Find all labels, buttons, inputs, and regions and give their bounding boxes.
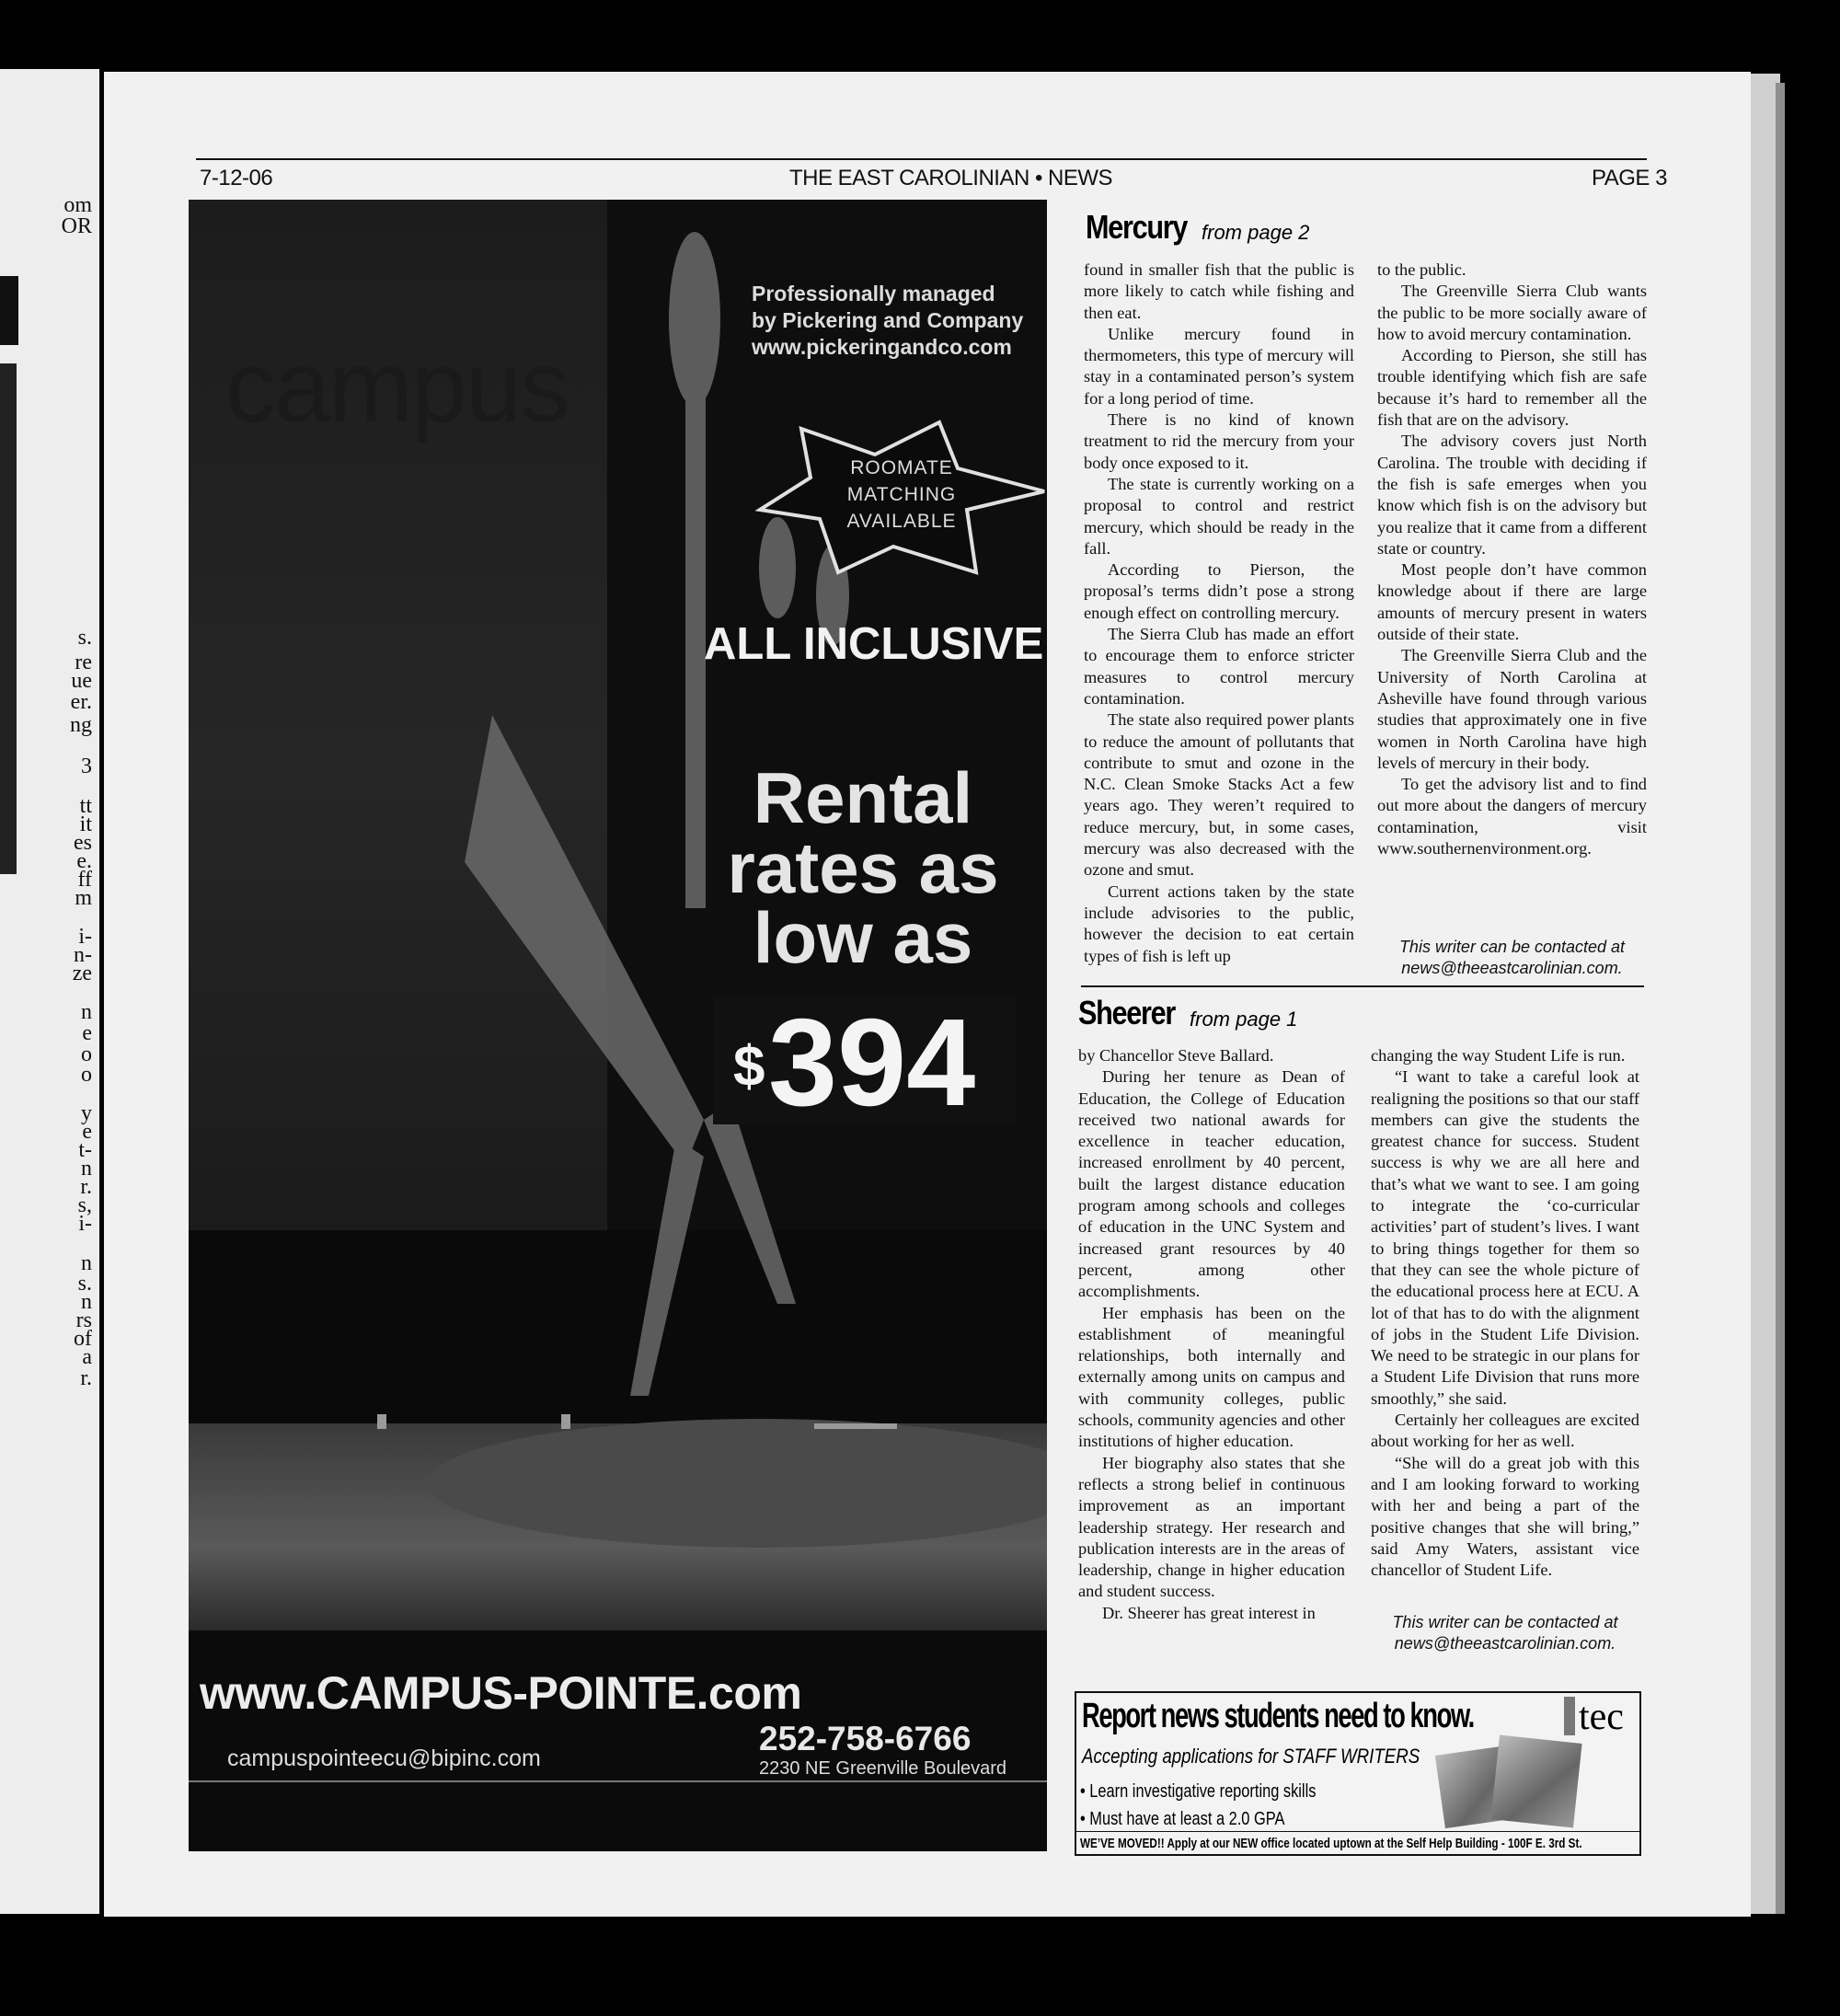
rental-price: 394 xyxy=(768,993,976,1132)
rental-line-3: low as xyxy=(753,897,973,978)
adjacent-page-text-fragment: es xyxy=(74,831,92,855)
management-line-3: www.pickeringandco.com xyxy=(752,335,1012,359)
paragraph: Her emphasis has been on the establishment of meaningful relationships, both internally and externally among units on campus and with community colleges, public schools, community agencies and other institutions of higher education. xyxy=(1078,1303,1345,1451)
roommate-line-2: MATCHING xyxy=(846,484,957,505)
paragraph: The state is currently working on a proposal to control and restrict mercury, which should be ready in the fall. xyxy=(1084,474,1354,558)
rental-line-2: rates as xyxy=(727,827,999,908)
paragraph: by Chancellor Steve Ballard. xyxy=(1078,1046,1274,1065)
adjacent-page-text-fragment: e xyxy=(82,1120,92,1144)
paragraph: Certainly her colleagues are excited about working for her as well. xyxy=(1371,1411,1639,1451)
adjacent-page-text-fragment: n xyxy=(81,1290,92,1314)
campus-pointe-advertisement xyxy=(189,200,1047,1851)
paragraph: According to Pierson, she still has trouble identifying which fish are safe because it’s hard to remember all the fish that are on the advisory. xyxy=(1377,346,1647,430)
paper-section-title: THE EAST CAROLINIAN • NEWS xyxy=(789,166,1113,190)
adjacent-page-text-fragment: i- xyxy=(78,925,92,949)
adjacent-page-text-fragment: om xyxy=(63,193,92,217)
paragraph: The advisory covers just North Carolina. The trouble with deciding if the fish is safe emerges when you know which fish is on the advisory but you realize that it came from a different state or country. xyxy=(1377,432,1647,558)
sheerer-column-2 xyxy=(1371,1045,1639,1581)
tec-headline: Report news students need to know. xyxy=(1082,1697,1474,1735)
adjacent-page-text-fragment: m xyxy=(75,886,92,910)
adjacent-page-sliver xyxy=(0,69,99,1914)
page-edge-shadow xyxy=(1776,83,1785,1914)
paragraph: Dr. Sheerer has great interest in xyxy=(1102,1603,1316,1622)
adjacent-page-black-block xyxy=(0,276,18,345)
sheerer-continued-ref: from page 1 xyxy=(1190,1008,1298,1031)
adjacent-page-text-fragment: er. xyxy=(70,690,92,714)
adjacent-page-text-fragment: OR xyxy=(61,214,92,238)
adjacent-page-text-fragment: of xyxy=(74,1327,92,1351)
campus-pointe-phone: 252-758-6766 xyxy=(759,1720,972,1757)
tec-footer: WE’VE MOVED!! Apply at our NEW office located uptown at the Self Help Building - 100F E. 3rd St. xyxy=(1080,1836,1582,1851)
paragraph: During her tenure as Dean of Education, the College of Education received two national awards for excellence in teacher education, increased enrollment by 40 percent, built the largest distance education program among schools and colleges of education in the UNC System and increased grant resources by 40 percent, among other accomplishments. xyxy=(1078,1067,1345,1301)
mercury-contact-line-2: news@theeastcarolinian.com. xyxy=(1401,959,1623,978)
adjacent-page-text-fragment: n xyxy=(81,1000,92,1024)
paragraph: According to Pierson, the proposal’s terms didn’t pose a strong enough effect on controlling mercury. xyxy=(1084,560,1354,622)
tec-logo: tec xyxy=(1579,1696,1624,1738)
paragraph: There is no kind of known treatment to rid the mercury from your body once exposed to it. xyxy=(1084,410,1354,472)
adjacent-page-photo xyxy=(0,363,17,874)
adjacent-page-text-fragment: r. xyxy=(80,1175,92,1199)
adjacent-page-text-fragment: 3 xyxy=(81,755,92,778)
adjacent-page-text-fragment: n- xyxy=(74,943,92,967)
sheerer-contact-line-2: news@theeastcarolinian.com. xyxy=(1394,1634,1616,1653)
tec-staff-writers-ad xyxy=(1075,1691,1641,1856)
management-line-1: Professionally managed xyxy=(752,282,995,305)
adjacent-page-text-fragment: t- xyxy=(78,1138,92,1162)
tec-subheading: Accepting applications for STAFF WRITERS xyxy=(1082,1745,1420,1768)
all-inclusive-label: ALL INCLUSIVE xyxy=(704,619,1044,669)
mercury-column-2 xyxy=(1377,259,1647,859)
paragraph: changing the way Student Life is run. xyxy=(1371,1046,1626,1065)
roommate-line-1: ROOMATE xyxy=(850,457,953,478)
paragraph: found in smaller fish that the public is more likely to catch while fishing and then eat. xyxy=(1084,260,1354,322)
adjacent-page-text-fragment: o xyxy=(81,1063,92,1087)
paragraph: The Greenville Sierra Club wants the public to be more socially aware of how to avoid mercury contamination. xyxy=(1377,282,1647,343)
adjacent-page-text-fragment: r. xyxy=(80,1366,92,1390)
sheerer-column-1 xyxy=(1078,1045,1345,1624)
adjacent-page-text-fragment: tt xyxy=(79,794,92,818)
paragraph: to the public. xyxy=(1377,260,1466,279)
adjacent-page-text-fragment: e. xyxy=(76,849,92,873)
adjacent-page-text-fragment: re xyxy=(75,651,92,674)
mercury-headline-title: Mercury xyxy=(1086,208,1188,246)
management-line-2: by Pickering and Company xyxy=(752,308,1024,332)
campus-pointe-address: 2230 NE Greenville Boulevard xyxy=(759,1758,1007,1779)
paragraph: Her biography also states that she reflects a strong belief in continuous improvement as an important leadership strategy. Her research and publication interests are in the areas of leadership, change in higher education and student success. xyxy=(1078,1453,1345,1601)
article-divider xyxy=(1081,985,1644,987)
paragraph: “She will do a great job with this and I am looking forward to working with her and being a part of the positive changes that she will bring,” said Amy Waters, assistant vice chancellor of Student Life. xyxy=(1371,1453,1639,1580)
sheerer-contact xyxy=(1371,1603,1639,1655)
ad-footer-rule xyxy=(189,1780,1047,1782)
paragraph: The Greenville Sierra Club and the University of North Carolina at Asheville have found through various studies that approximately one in five women in North Carolina have high levels of mercury in their body. xyxy=(1377,646,1647,772)
adjacent-page-text-fragment: o xyxy=(81,1043,92,1066)
paragraph: Current actions taken by the state include advisories to the public, however the decision to eat certain types of fish is left up xyxy=(1084,881,1354,965)
adjacent-page-text-fragment: s. xyxy=(77,1272,92,1296)
adjacent-page-text-fragment: ze xyxy=(72,962,92,985)
tec-logo-bar-icon xyxy=(1564,1697,1575,1735)
paragraph: Most people don’t have common knowledge about if there are large amounts of mercury present in waters outside of their state. xyxy=(1377,560,1647,644)
adjacent-page-text-fragment: a xyxy=(82,1345,92,1369)
issue-date: 7-12-06 xyxy=(200,166,273,190)
faded-logo-text: campus xyxy=(225,330,569,444)
sheerer-contact-line-1: This writer can be contacted at xyxy=(1392,1613,1618,1631)
sheerer-headline-title: Sheerer xyxy=(1078,994,1176,1031)
adjacent-page-text-fragment: e xyxy=(82,1021,92,1045)
paragraph: “I want to take a careful look at realigning the positions so that our staff members can give the students the greatest chance for success. Student success is why we are all here and that’s what we want to see. I am going to integrate the ‘co-curricular activities’ part of student’s lives. I want to bring things together for them so that they can see the whole picture of the educational process here at ECU. A lot of that has to do with the alignment of jobs in the Student Life Division. We need to be strategic in our plans for a Student Life Division that runs more smoothly,” she said. xyxy=(1371,1067,1639,1408)
tec-bullet-2: • Must have at least a 2.0 GPA xyxy=(1080,1809,1285,1829)
adjacent-page-text-fragment: n xyxy=(81,1251,92,1275)
paragraph: To get the advisory list and to find out more about the dangers of mercury contamination, visit www.southernenvironment.org. xyxy=(1377,775,1647,858)
adjacent-page-text-fragment: n xyxy=(81,1157,92,1181)
newspaper-stack-icon-2 xyxy=(1490,1735,1581,1828)
sheerer-headline xyxy=(1078,994,1192,1032)
roommate-line-3: AVAILABLE xyxy=(846,511,957,532)
campus-pointe-url: www.CAMPUS-POINTE.com xyxy=(200,1667,802,1719)
adjacent-page-text-fragment: ue xyxy=(71,669,92,693)
adjacent-page-text-fragment: s. xyxy=(77,626,92,650)
price-dollar-sign: $ xyxy=(733,1035,765,1099)
paragraph: The Sierra Club has made an effort to encourage them to enforce stricter measures to control mercury contamination. xyxy=(1084,625,1354,708)
mercury-headline xyxy=(1086,208,1205,247)
tec-footer-rule xyxy=(1076,1831,1639,1832)
tec-bullet-1: • Learn investigative reporting skills xyxy=(1080,1781,1317,1802)
adjacent-page-text-fragment: ff xyxy=(77,868,92,892)
header-rule xyxy=(196,158,1647,160)
mercury-contact-line-1: This writer can be contacted at xyxy=(1398,938,1626,956)
paragraph: The state also required power plants to reduce the amount of pollutants that contribute to smut and ozone in the N.C. Clean Smoke Stacks Act a few years ago. They weren’t required to reduce mercury, but, in some cases, mercury was also decreased with the ozone and smut. xyxy=(1084,710,1354,880)
page-number: PAGE 3 xyxy=(1592,166,1667,190)
paragraph: Unlike mercury found in thermometers, this type of mercury will stay in a contaminated person’s system for a long period of time. xyxy=(1084,324,1354,408)
adjacent-page-text-fragment: s, xyxy=(77,1193,92,1217)
adjacent-page-text-fragment: it xyxy=(79,812,92,836)
adjacent-page-text-fragment: rs xyxy=(75,1308,92,1332)
adjacent-page-text-fragment: ng xyxy=(70,713,92,737)
adjacent-page-text-fragment: y xyxy=(81,1101,92,1125)
mercury-continued-ref: from page 2 xyxy=(1202,221,1310,244)
rental-line-1: Rental xyxy=(753,757,973,838)
adjacent-page-text-fragment: i- xyxy=(78,1212,92,1236)
campus-pointe-email: campuspointeecu@bipinc.com xyxy=(227,1745,541,1771)
mercury-contact xyxy=(1377,927,1647,980)
mercury-column-1 xyxy=(1084,259,1354,967)
